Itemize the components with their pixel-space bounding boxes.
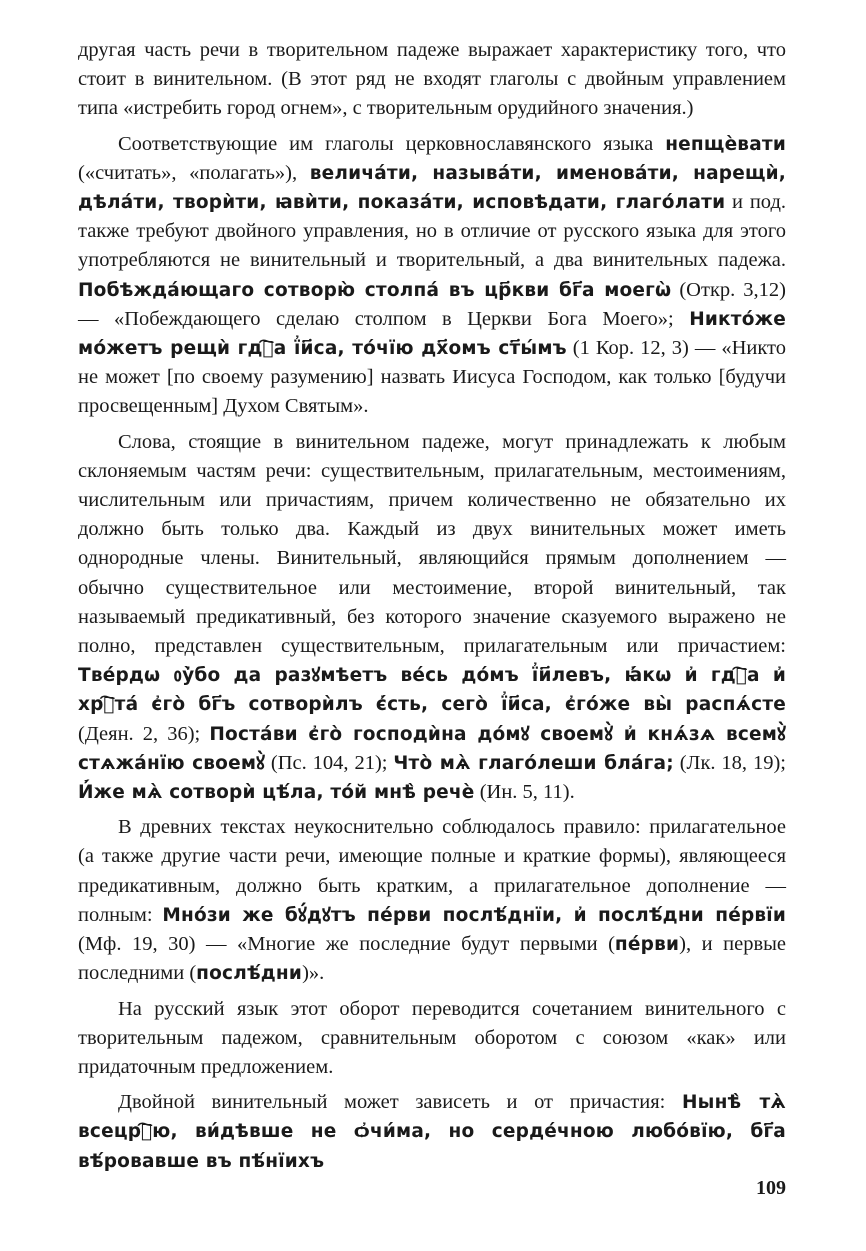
text-run: (Ин. 5, 11). [474,781,575,804]
church-slavonic-quote: Нынѣ̀ тѧ̀ всецрⷭ҇ю, ви́дѣвше не ѻ҆чи́ма, но сердéчною любóвїю, бг҃а вѣ́ровавше въ пѣ́нїихъ [78,1092,786,1172]
text-run: другая часть речи в творительном падеже выражает характеристику того, что стоит в винительном. (В этот ряд не входят глаголы с двойным управлением типа «истребить город огнем», с творительным орудийного значения.) [78,39,786,120]
text-run: (Мф. 19, 30) — «Многие же последние будут первыми ( [78,933,615,956]
text-run: и под. также требуют двойного управления, но в отличие от русского языка для этого употребляются не винительный и творительный, а два винительных падежа. [78,191,787,272]
text-run: Соответствующие им глаголы церковнославянского языка [118,132,666,155]
church-slavonic-quote: Твéрдѡ ᲂу҆̀бо да разꙋмѣетъ вéсь дóмъ ї҆и҃левъ, ꙗ҆́кѡ и҆ гдⷭ҇а и҆ хрⷭ҇тá є҆гò бг҃ъ сотворѝлъ є҆́сть, сегò ї҆и҃са, є҆гóже вы̀ распѧ́сте [78,665,786,716]
church-slavonic-quote: величáти, назывáти, именовáти, нарещѝ, дѣлáти, творѝти, ꙗвѝти, показáти, исповѣдати, глагóлати [78,162,786,214]
church-slavonic-quote: Мнóзи же бꙋ́дꙋтъ пéрви послѣ́днїи, и҆ послѣ́дни пéрвїи [162,904,787,926]
church-slavonic-quote: Никтóже мóжетъ рещѝ гдⷭ҇а ї҆и҃са, тóчїю дх҃омъ ст҃ы́мъ [78,308,786,360]
text-run: Слова, стоящие в винительном падеже, могут принадлежать к любым склоняемым частям речи: существительным, прилагательным, местоимениям, числительным или причастиям, причем количественно не обязательно их должно быть только два. Каждый из двух винительных может иметь однородные члены. Винительный, являющийся прямым дополнением — обычно существительное или местоимение, второй винительный, так называемый предикативный, без которого значение сказуемого выражено не полно, представлен существительным, прилагательным или причастием: [78,430,786,658]
text-run: На русский язык этот оборот переводится сочетанием винительного с творительным падежом, сравнительным оборотом с союзом «как» или придаточным предложением. [78,997,786,1078]
text-run: (1 Кор. 12, 3) — «Никто не может [по своему разумению] назвать Иисуса Господом, как только [будучи просвещенным] Духом Святым». [78,337,786,418]
paragraph-2 [78,130,786,422]
church-slavonic-quote: Что̀ мѧ̀ глагóлеши блáга; [393,752,674,774]
paragraph-1 [78,36,786,124]
text-run: В древних текстах неукоснительно соблюдалось правило: прилагательное (а также другие части речи, имеющие полные и краткие формы), являющееся предикативным, должно быть кратким, а прилагательное дополнение — полным: [78,816,786,926]
page-body [78,36,786,1176]
text-run: (Лк. 18, 19); [673,751,786,774]
church-slavonic-quote: Постáви є҆гò господѝна дóмꙋ своемꙋ̀ и҆ кнѧ́зѧ всемꙋ̀ стѧжáнїю своемꙋ̀ [78,723,786,774]
page-number: 109 [756,1177,786,1199]
text-run: (Деян. 2, 36); [78,722,210,745]
text-run: (Пс. 104, 21); [265,751,394,774]
text-run: Двойной винительный может зависеть и от причастия: [118,1091,682,1114]
church-slavonic-quote: послѣ́дни [196,963,303,985]
paragraph-5 [78,995,786,1083]
paragraph-6 [78,1088,786,1176]
text-run: ), и первые последними ( [78,933,787,985]
paragraph-4 [78,813,786,988]
church-slavonic-quote: пéрви [614,934,680,956]
text-run: (Откр. 3,12) — «Побеждающего сделаю столпом в Церкви Бога Моего»; [78,278,786,330]
text-run: )». [302,962,325,985]
church-slavonic-quote: Побѣждáющаго сотворю̀ столпá въ цр҃кви бг҃а моегѡ̀ [78,279,672,301]
church-slavonic-quote: И҆́же мѧ̀ сотворѝ цѣ́ла, тóй мнѣ̀ речѐ [78,782,475,804]
paragraph-3 [78,428,786,808]
church-slavonic-quote: непщѐвати [665,133,786,155]
text-run: («считать», «полагать»), [78,161,310,184]
